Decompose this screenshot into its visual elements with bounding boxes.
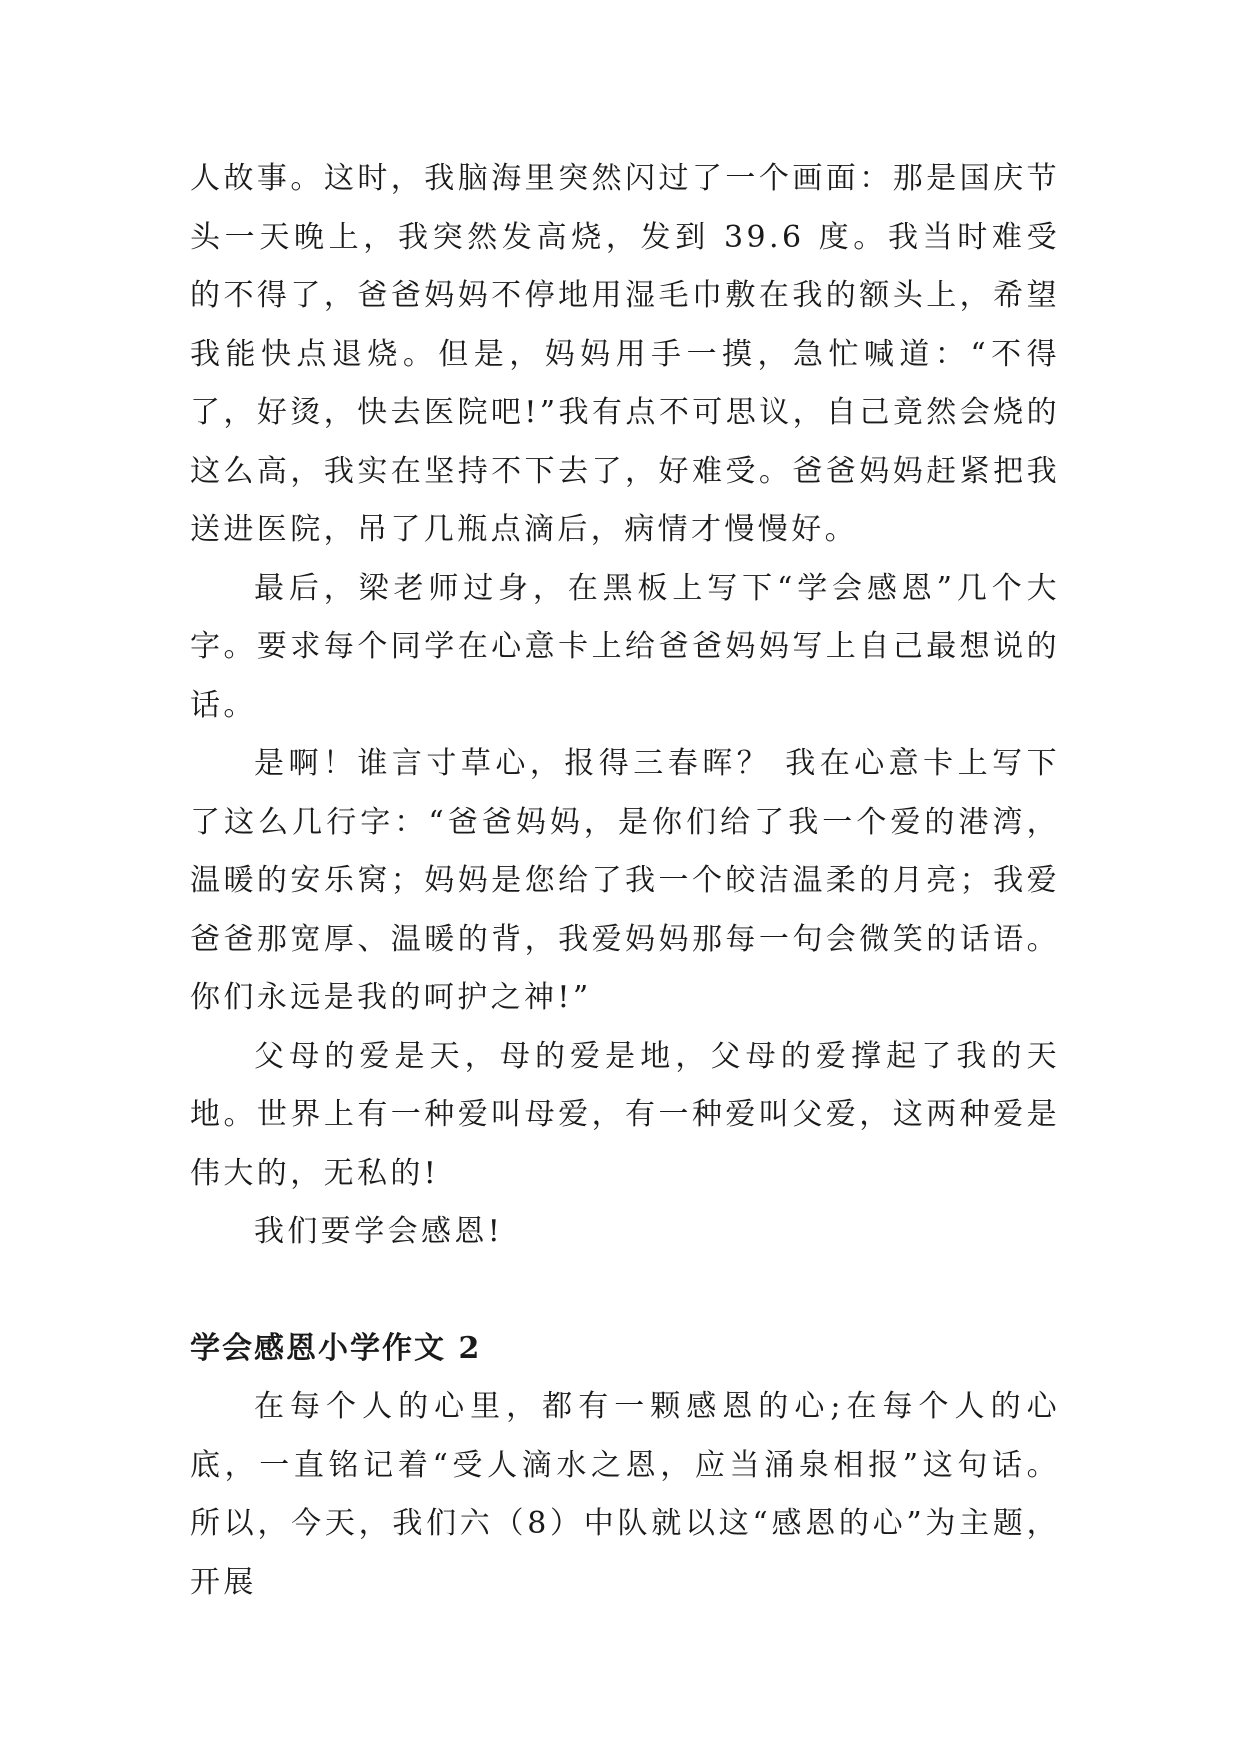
document-body [190,150,1060,1612]
paragraph-section2-intro: 在每个人的心里，都有一颗感恩的心;在每个人的心底，一直铭记着“受人滴水之恩，应当涌泉相报”这句话。所以，今天，我们六（8）中队就以这“感恩的心”为主题，开展 [190,1389,1060,1600]
paragraph-card-message: 是啊！谁言寸草心，报得三春晖？ 我在心意卡上写下了这么几行字：“爸爸妈妈，是你们给了我一个爱的港湾，温暖的安乐窝；妈妈是您给了我一个皎洁温柔的月亮；我爱爸爸那宽厚、温暖的背，我爱妈妈那每一句会微笑的话语。你们永远是我的呵护之神!” [190,746,1060,1015]
paragraph-teacher-writes: 最后，梁老师过身，在黑板上写下“学会感恩”几个大字。要求每个同学在心意卡上给爸爸妈妈写上自己最想说的话。 [190,570,1060,723]
paragraph-parents-love: 父母的爱是天，母的爱是地，父母的爱撑起了我的天地。世界上有一种爱叫母爱，有一种爱叫父爱，这两种爱是伟大的，无私的! [190,1038,1060,1191]
paragraph-learn-gratitude: 我们要学会感恩! [254,1214,504,1249]
paragraph-continued-story: 人故事。这时，我脑海里突然闪过了一个画面：那是国庆节头一天晚上，我突然发高烧，发到 39.6 度。我当时难受的不得了，爸爸妈妈不停地用湿毛巾敷在我的额头上，希望我能快点退烧。但是，妈妈用手一摸，急忙喊道：“不得了，好烫，快去医院吧!”我有点不可思议，自己竟然会烧的这么高，我实在坚持不下去了，好难受。爸爸妈妈赶紧把我送进医院，吊了几瓶点滴后，病情才慢慢好。 [190,161,1060,547]
section-title: 学会感恩小学作文 2 [190,1330,482,1366]
